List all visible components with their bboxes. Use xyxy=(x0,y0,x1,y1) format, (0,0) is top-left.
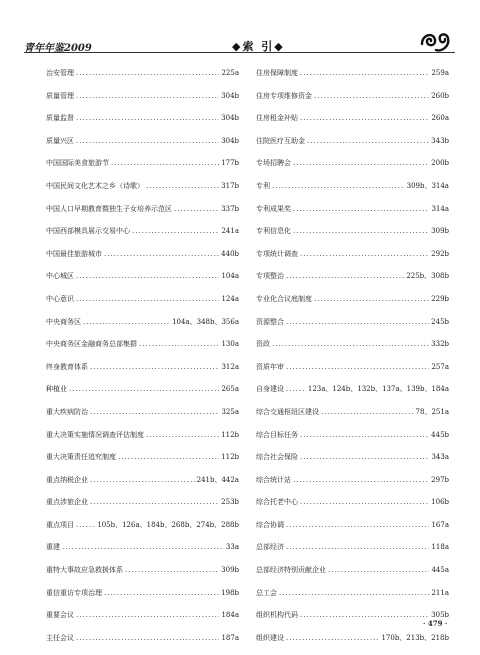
index-page-ref: 257a xyxy=(431,362,449,371)
index-term: 综合社会保险 xyxy=(256,453,298,462)
index-entry xyxy=(256,633,449,655)
index-page-ref: 177b xyxy=(221,159,239,168)
index-entry xyxy=(46,68,239,91)
index-entry xyxy=(46,271,239,294)
yearbook-title: 青年年鉴2009 xyxy=(24,43,92,54)
index-entry xyxy=(256,362,449,385)
index-page-ref: 253b xyxy=(221,498,239,507)
index-entry xyxy=(256,407,449,430)
index-term: 中国西部模具展示交易中心 xyxy=(46,227,130,236)
index-entry xyxy=(256,226,449,249)
index-page-ref: 260b xyxy=(431,91,449,100)
dot-leader xyxy=(76,634,219,642)
index-term: 总工会 xyxy=(256,588,277,597)
index-page-ref: 106b xyxy=(431,498,449,507)
index-term: 综合交通枢纽区建设 xyxy=(256,407,319,416)
dot-leader xyxy=(76,521,95,529)
index-term: 重大疾病防治 xyxy=(46,407,88,416)
dot-leader xyxy=(76,272,219,280)
dot-leader xyxy=(104,250,219,258)
index-entry xyxy=(256,452,449,475)
dot-leader xyxy=(293,205,429,213)
index-entry xyxy=(46,204,239,227)
index-term: 综合统计站 xyxy=(256,475,291,484)
index-term: 重点涉旅企业 xyxy=(46,498,88,507)
index-page-ref: 314a xyxy=(431,204,449,213)
dot-leader xyxy=(300,69,429,77)
index-page-ref: 118a xyxy=(431,543,449,552)
index-entry xyxy=(46,362,239,385)
dot-leader xyxy=(286,385,306,393)
index-term: 中国人口早期教育暨独生子女培养示范区 xyxy=(46,204,172,213)
index-entry xyxy=(256,497,449,520)
dot-leader xyxy=(90,408,219,416)
index-term: 重大决策责任追究制度 xyxy=(46,453,116,462)
dot-leader xyxy=(90,363,219,371)
index-term: 中心城区 xyxy=(46,272,74,281)
index-term: 专利成果奖 xyxy=(256,204,291,213)
index-page-ref: 104a xyxy=(221,272,239,281)
index-page-ref: 187a xyxy=(221,633,239,642)
index-page-ref: 292b xyxy=(431,249,449,258)
dot-leader xyxy=(321,408,414,416)
dot-leader xyxy=(286,634,379,642)
index-term: 专利信息化 xyxy=(256,227,291,236)
index-entry xyxy=(46,294,239,317)
index-page-ref: 184a xyxy=(221,611,239,620)
dot-leader xyxy=(286,318,429,326)
index-column-left xyxy=(46,68,239,655)
index-entry xyxy=(256,475,449,498)
dot-leader xyxy=(125,566,219,574)
index-term: 重点项目 xyxy=(46,520,74,529)
index-page-ref: 343a xyxy=(431,453,449,462)
index-term: 中国国际美食旅游节 xyxy=(46,159,109,168)
index-entry xyxy=(256,520,449,543)
index-term: 综合目标任务 xyxy=(256,430,298,439)
index-term: 质量兴区 xyxy=(46,136,74,145)
dot-leader xyxy=(174,205,219,213)
index-page-ref: 225a xyxy=(221,69,239,77)
index-entry xyxy=(256,91,449,114)
dot-leader xyxy=(314,295,429,303)
dot-leader xyxy=(300,498,429,506)
dot-leader xyxy=(76,69,219,77)
index-term: 住房专项维修资金 xyxy=(256,91,312,100)
index-entry xyxy=(256,588,449,611)
index-entry xyxy=(256,113,449,136)
index-term: 主任会议 xyxy=(46,633,74,642)
index-term: 专项统计调查 xyxy=(256,249,298,258)
index-term: 中国最佳旅游城市 xyxy=(46,249,102,258)
index-term: 专业化合议庭制度 xyxy=(256,294,312,303)
index-page-ref: 229b xyxy=(431,294,449,303)
index-page-ref: 112b xyxy=(221,430,239,439)
index-entry xyxy=(46,249,239,272)
index-term: 质量管理 xyxy=(46,91,74,100)
index-page-ref: 167a xyxy=(431,520,449,529)
index-page-ref: 211a xyxy=(431,588,449,597)
index-page-ref: 260a xyxy=(431,114,449,123)
index-term: 重建 xyxy=(46,543,60,552)
index-entry xyxy=(256,249,449,272)
index-entry xyxy=(256,204,449,227)
index-page-ref: 309b、314a xyxy=(406,181,449,190)
dot-leader xyxy=(307,137,429,145)
index-term: 终身教育体系 xyxy=(46,362,88,371)
index-entry xyxy=(46,339,239,362)
dot-leader xyxy=(118,453,219,461)
index-entry xyxy=(46,113,239,136)
index-term: 中国民间文化艺术之乡（诗歌） xyxy=(46,181,144,190)
dot-leader xyxy=(300,431,429,439)
dot-leader xyxy=(76,92,219,100)
index-page-ref: 343b xyxy=(431,136,449,145)
dot-leader xyxy=(76,137,219,145)
index-page-ref: 170b、213b、218b xyxy=(381,633,449,642)
dot-leader xyxy=(146,431,219,439)
index-term: 资政 xyxy=(256,340,270,349)
dot-leader xyxy=(300,114,429,122)
index-term: 中心意识 xyxy=(46,294,74,303)
index-term: 中央商务区金融商务总部集群 xyxy=(46,340,137,349)
dot-leader xyxy=(76,611,219,619)
index-page-ref: 309b xyxy=(431,227,449,236)
dot-leader xyxy=(300,250,429,258)
index-term: 总部经济特别贡献企业 xyxy=(256,566,326,575)
index-term: 种植业 xyxy=(46,385,67,394)
index-term: 重信重访专项治理 xyxy=(46,588,102,597)
index-entry xyxy=(46,565,239,588)
index-page-ref: 304b xyxy=(221,114,239,123)
index-page-ref: 265a xyxy=(221,385,239,394)
index-entry xyxy=(256,384,449,407)
index-term: 综合协调 xyxy=(256,520,284,529)
index-page-ref: 124a xyxy=(221,294,239,303)
dot-leader xyxy=(111,159,219,167)
index-entry xyxy=(256,158,449,181)
index-page-ref: 123a、124b、132b、137a、139b、184a xyxy=(307,385,449,394)
dot-leader xyxy=(293,227,429,235)
index-entry xyxy=(46,452,239,475)
index-page-ref: 130a xyxy=(221,340,239,349)
index-term: 自身建设 xyxy=(256,385,284,394)
index-page-ref: 259a xyxy=(431,69,449,77)
index-entry xyxy=(46,158,239,181)
index-entry xyxy=(256,430,449,453)
dot-leader xyxy=(104,589,219,597)
dot-leader xyxy=(83,318,170,326)
index-term: 专利 xyxy=(256,181,270,190)
index-entry xyxy=(256,542,449,565)
index-entry xyxy=(256,181,449,204)
index-page-ref: 245b xyxy=(431,317,449,326)
index-page-ref: 78、251a xyxy=(415,407,449,416)
swirl-logo-icon xyxy=(418,30,452,54)
dot-leader xyxy=(286,272,404,280)
index-page-ref: 200b xyxy=(431,159,449,168)
index-page-ref: 305b xyxy=(431,611,449,620)
index-term: 质量监督 xyxy=(46,114,74,123)
dot-leader xyxy=(286,363,429,371)
index-term: 资源整合 xyxy=(256,317,284,326)
index-entry xyxy=(256,610,449,633)
index-entry xyxy=(46,542,239,565)
index-page-ref: 33a xyxy=(225,543,239,552)
index-term: 重点纳税企业 xyxy=(46,475,88,484)
dot-leader xyxy=(90,498,219,506)
header-rule xyxy=(24,52,455,53)
index-page-ref: 297b xyxy=(431,475,449,484)
index-entry xyxy=(46,520,239,543)
index-term: 专场招聘会 xyxy=(256,159,291,168)
index-page-ref: 325a xyxy=(221,407,239,416)
index-entry xyxy=(46,633,239,655)
dot-leader xyxy=(286,521,429,529)
index-term: 组织建设 xyxy=(256,633,284,642)
index-term: 住院医疗互助金 xyxy=(256,136,305,145)
dot-leader xyxy=(132,227,219,235)
index-column-right xyxy=(256,68,449,655)
index-entry xyxy=(46,226,239,249)
index-page-ref: 309b xyxy=(221,566,239,575)
index-term: 住房租金补贴 xyxy=(256,114,298,123)
index-page-ref: 312a xyxy=(221,362,239,371)
index-entry xyxy=(46,317,239,340)
dot-leader xyxy=(300,453,429,461)
index-entry xyxy=(46,430,239,453)
index-page-ref: 337b xyxy=(221,204,239,213)
section-label-index: ◆索 引◆ xyxy=(232,40,285,53)
index-term: 资质年审 xyxy=(256,362,284,371)
index-page-ref: 198b xyxy=(221,588,239,597)
index-page-ref: 332b xyxy=(431,340,449,349)
dot-leader xyxy=(286,543,429,551)
dot-leader xyxy=(314,92,429,100)
dot-leader xyxy=(76,295,219,303)
dot-leader xyxy=(328,566,429,574)
index-page-ref: 105b、126a、184b、268b、274b、288b xyxy=(97,520,239,529)
index-entry xyxy=(46,475,239,498)
dot-leader xyxy=(293,476,429,484)
dot-leader xyxy=(293,159,429,167)
index-page-ref: 317b xyxy=(221,181,239,190)
index-term: 专项整治 xyxy=(256,272,284,281)
index-term: 重特大事故应急救援体系 xyxy=(46,566,123,575)
index-entry xyxy=(46,181,239,204)
index-page-ref: 304b xyxy=(221,136,239,145)
index-entry xyxy=(256,339,449,362)
index-term: 中央商务区 xyxy=(46,317,81,326)
index-entry xyxy=(256,68,449,91)
index-entry xyxy=(256,136,449,159)
dot-leader xyxy=(300,611,429,619)
index-entry xyxy=(256,294,449,317)
dot-leader xyxy=(90,476,195,484)
dot-leader xyxy=(146,182,219,190)
index-entry xyxy=(46,407,239,430)
index-entry xyxy=(46,497,239,520)
index-entry xyxy=(256,565,449,588)
dot-leader xyxy=(76,114,219,122)
index-page-ref: 445b xyxy=(431,430,449,439)
index-page-ref: 304b xyxy=(221,91,239,100)
index-entry xyxy=(46,610,239,633)
dot-leader xyxy=(69,385,219,393)
running-header xyxy=(24,38,455,56)
index-term: 重大决策实施情况调查评估制度 xyxy=(46,430,144,439)
index-term: 重要会议 xyxy=(46,611,74,620)
dot-leader xyxy=(139,340,219,348)
index-page-ref: 225b、308b xyxy=(406,272,449,281)
index-term: 综合托老中心 xyxy=(256,498,298,507)
index-entry xyxy=(256,317,449,340)
dot-leader xyxy=(279,589,429,597)
dot-leader xyxy=(272,182,405,190)
index-term: 治安管理 xyxy=(46,69,74,77)
index-page-ref: 241a xyxy=(221,227,239,236)
index-page-ref: 440b xyxy=(221,249,239,258)
page-number: · 479 · xyxy=(423,619,448,628)
index-entry xyxy=(46,91,239,114)
dot-leader xyxy=(272,340,429,348)
index-term: 住房保障制度 xyxy=(256,69,298,77)
index-entry xyxy=(256,271,449,294)
index-term: 组织机构代码 xyxy=(256,611,298,620)
index-entry xyxy=(46,136,239,159)
index-entry xyxy=(46,384,239,407)
dot-leader xyxy=(62,543,224,551)
index-page-ref: 104a、348b、356a xyxy=(172,317,239,326)
index-entry xyxy=(46,588,239,611)
index-page-ref: 445a xyxy=(431,566,449,575)
index-page-ref: 241b、442a xyxy=(196,475,239,484)
index-term: 总部经济 xyxy=(256,543,284,552)
index-page-ref: 112b xyxy=(221,453,239,462)
